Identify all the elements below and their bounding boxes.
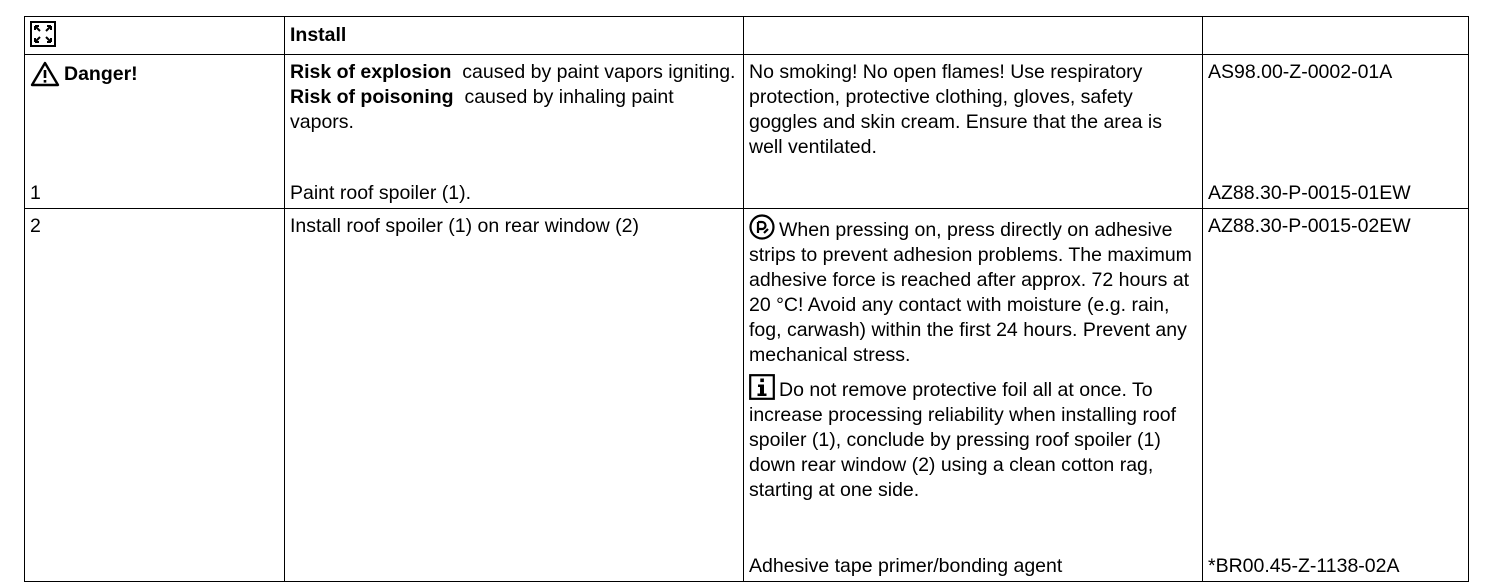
info-note — [749, 374, 1197, 503]
danger-ref-cell — [1203, 55, 1469, 209]
step2-number: 2 — [30, 215, 41, 237]
danger-step1-row — [25, 55, 1469, 209]
procedure-table — [24, 16, 1469, 582]
step2-row — [25, 209, 1469, 582]
header-row — [25, 17, 1469, 55]
caution-note — [749, 209, 1197, 368]
section-title: Install — [290, 24, 347, 46]
risk-explosion-rest: caused by paint vapors igniting. — [462, 61, 736, 83]
header-empty-ref-cell — [1203, 17, 1469, 55]
header-icon-cell — [25, 17, 285, 55]
step2-text-cell — [285, 209, 744, 582]
precautions-cell — [744, 55, 1203, 209]
step2-number-cell — [25, 209, 285, 582]
info-icon — [749, 374, 775, 400]
step2-notes-cell — [744, 209, 1203, 582]
material-text: Adhesive tape primer/bonding agent — [749, 555, 1063, 577]
header-empty-cell — [744, 17, 1203, 55]
step1-ref: AZ88.30-P-0015-01EW — [1208, 182, 1411, 204]
danger-label-cell — [25, 55, 285, 209]
warning-triangle-icon — [30, 61, 60, 87]
danger-ref: AS98.00-Z-0002-01A — [1208, 61, 1393, 83]
info-note-text: Do not remove protective foil all at once. To increase processing reliability when installing roof spoiler (1), conclude by pressing roof spoiler (1) down rear window (2) using a clean cotton rag, starting at one side. — [749, 379, 1177, 501]
precautions-text: No smoking! No open flames! Use respiratory protection, protective clothing, gloves, safety goggles and skin cream. Ensure that the area is well ventilated. — [749, 61, 1162, 158]
caution-note-text: When pressing on, press directly on adhesive strips to prevent adhesion problems. The maximum adhesive force is reached after approx. 72 hours at 20 °C! Avoid any contact with moisture (e.g. rain, fog, carwash) within the first 24 hours. Prevent any mechanical stress. — [749, 219, 1192, 366]
step2-text: Install roof spoiler (1) on rear window (2) — [290, 215, 639, 237]
risk-poisoning-rest: caused by inhaling paint vapors. — [290, 86, 674, 133]
section-title-cell — [285, 17, 744, 55]
risk-text — [290, 55, 738, 135]
step1-number: 1 — [30, 182, 41, 204]
install-tools-icon — [30, 21, 56, 47]
step1-text: Paint roof spoiler (1). — [290, 182, 471, 204]
document-page — [24, 16, 1466, 578]
step2-ref-cell — [1203, 209, 1469, 582]
risk-cell — [285, 55, 744, 209]
risk-explosion-bold: Risk of explosion — [290, 61, 452, 83]
step2-ref: AZ88.30-P-0015-02EW — [1208, 215, 1411, 237]
danger-label: Danger! — [64, 62, 138, 85]
caution-hand-icon — [749, 214, 775, 240]
risk-poisoning-bold: Risk of poisoning — [290, 86, 454, 108]
material-ref: *BR00.45-Z-1138-02A — [1208, 555, 1400, 577]
